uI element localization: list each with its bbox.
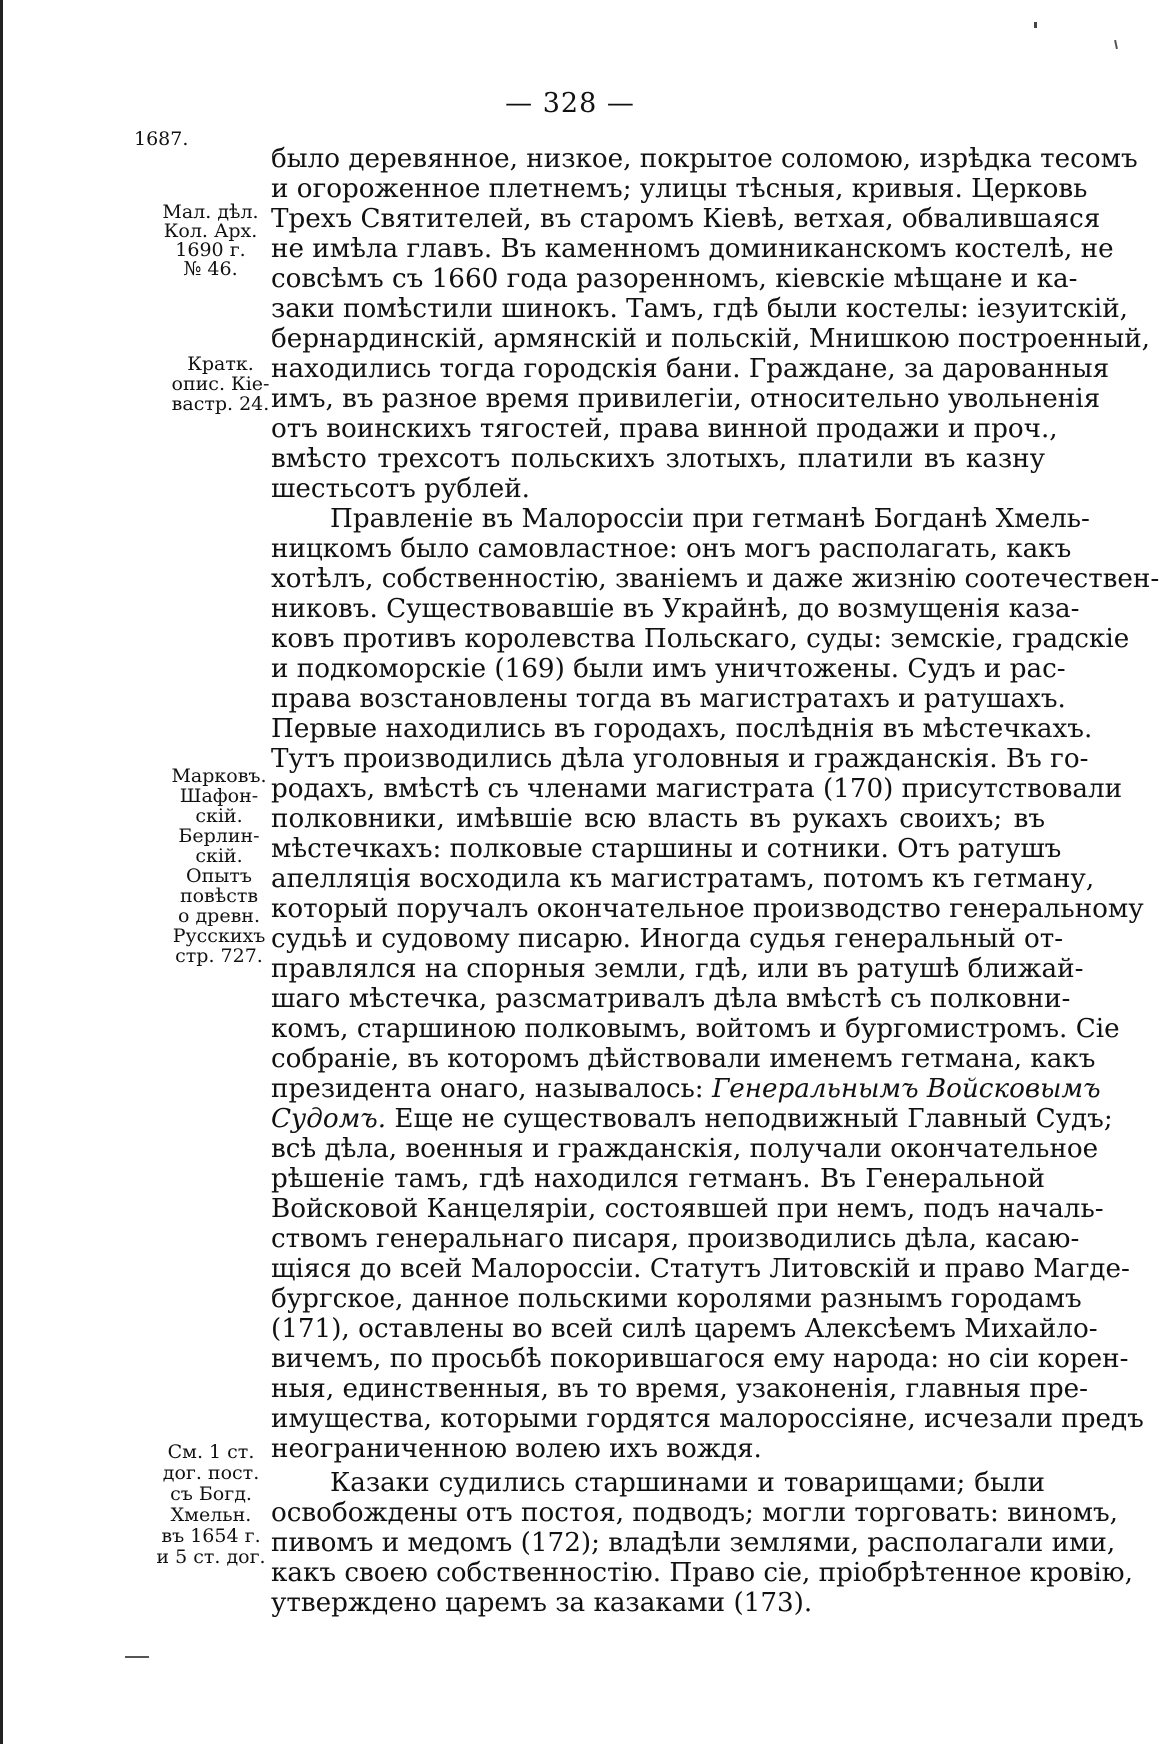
body-line: родахъ, вмѣстѣ съ членами магистрата (170) присутствовали bbox=[271, 774, 1123, 804]
body-line: хотѣлъ, собственностію, званіемъ и даже жизнію соотечествен- bbox=[271, 564, 1159, 594]
body-line: и подкоморскіе (169) были имъ уничтожены. Судъ и рас- bbox=[271, 654, 1066, 684]
scan-mark bbox=[1114, 40, 1118, 49]
margin-note-archive bbox=[148, 203, 273, 279]
margin-note-line: Мал. дѣл. bbox=[162, 201, 259, 223]
page-left-edge-rule bbox=[0, 0, 3, 1744]
body-line: утверждено царемъ за казаками (173). bbox=[271, 1588, 813, 1618]
body-line: Трехъ Святителей, въ старомъ Кіевѣ, ветхая, обвалившаяся bbox=[271, 204, 1101, 234]
body-line: было деревянное, низкое, покрытое соломою, изрѣдка тесомъ bbox=[271, 144, 1138, 174]
body-line: апелляція восходила къ магистратамъ, потомъ къ гетману, bbox=[271, 864, 1095, 894]
body-line: (171), оставлены во всей силѣ царемъ Алексѣемъ Михайло- bbox=[271, 1314, 1098, 1344]
body-line: ницкомъ было самовластное: онъ могъ располагать, какъ bbox=[271, 534, 1072, 564]
margin-note-kratk-opis bbox=[168, 354, 273, 414]
body-line: находились тогда городскія бани. Граждане, за дарованныя bbox=[271, 354, 1110, 384]
margin-note-sources bbox=[165, 766, 273, 966]
body-line: вичемъ, по просьбѣ покорившагося ему народа: но сіи корен- bbox=[271, 1344, 1129, 1374]
body-line: заки помѣстили шинокъ. Тамъ, гдѣ были костелы: іезуитскій, bbox=[271, 294, 1128, 324]
margin-note-treaty bbox=[150, 1442, 272, 1568]
body-line: совсѣмъ съ 1660 года разоренномъ, кіевскіе мѣщане и ка- bbox=[271, 264, 1078, 294]
body-line: никовъ. Существовавшіе въ Украйнѣ, до возмущенія каза- bbox=[271, 594, 1080, 624]
body-line: полковники, имѣвшіе всю власть въ рукахъ своихъ; въ bbox=[271, 804, 1045, 834]
body-line: Судомъ. Еще не существовалъ неподвижный Главный Судъ; bbox=[271, 1104, 1113, 1134]
body-line: мѣстечкахъ: полковые старшины и сотники. Отъ ратушъ bbox=[271, 834, 1062, 864]
margin-note-line: дог. пост. bbox=[162, 1462, 260, 1484]
body-line: рѣшеніе тамъ, гдѣ находился гетманъ. Въ Генеральной bbox=[271, 1164, 1045, 1194]
body-line: отъ воинскихъ тягостей, права винной продажи и проч., bbox=[271, 414, 1058, 444]
margin-note-line: 1690 г. bbox=[175, 239, 246, 261]
body-line: щіяся до всей Малороссіи. Статутъ Литовскій и право Магде- bbox=[271, 1254, 1130, 1284]
scan-speck bbox=[1034, 22, 1037, 28]
body-line: ныя, единственныя, въ то время, узаконенія, главныя пре- bbox=[271, 1374, 1088, 1404]
body-line: который поручалъ окончательное производство генеральному bbox=[271, 894, 1144, 924]
margin-note-line: скій. bbox=[195, 845, 243, 867]
body-line: правлялся на спорныя земли, гдѣ, или въ ратушѣ ближай- bbox=[271, 954, 1084, 984]
body-line: бернардинскій, армянскій и польскій, Мнишкою построенный, bbox=[271, 324, 1150, 354]
margin-note-line: повѣств bbox=[179, 885, 259, 907]
margin-note-line: Опытъ bbox=[186, 865, 252, 887]
body-line: какъ своею собственностію. Право сіе, пріобрѣтенное кровію, bbox=[271, 1558, 1133, 1588]
body-line: ковъ противъ королевства Польскаго, суды: земскіе, градскіе bbox=[271, 624, 1130, 654]
body-line: комъ, старшиною полковымъ, войтомъ и бургомистромъ. Сіе bbox=[271, 1014, 1120, 1044]
body-line: неограниченною волею ихъ вождя. bbox=[271, 1434, 762, 1464]
body-line: Войсковой Канцеляріи, состоявшей при немъ, подъ началь- bbox=[271, 1194, 1104, 1224]
body-line: всѣ дѣла, военныя и гражданскія, получали окончательное bbox=[271, 1134, 1099, 1164]
margin-note-line: Кол. Арх. bbox=[163, 220, 258, 242]
margin-note-line: опис. Кіе- bbox=[171, 373, 270, 395]
body-line: судьѣ и судовому писарю. Иногда судья генеральный от- bbox=[271, 924, 1064, 954]
body-line: Тутъ производились дѣла уголовныя и гражданскія. Въ го- bbox=[271, 744, 1089, 774]
margin-note-line: Кратк. bbox=[187, 353, 254, 375]
italic-title-text: Судомъ. bbox=[271, 1104, 387, 1134]
margin-note-line: См. 1 ст. bbox=[167, 1441, 255, 1463]
body-line: имущества, которыми гордятся малороссіяне, исчезали предъ bbox=[271, 1404, 1144, 1434]
margin-note-line: Русскихъ bbox=[172, 925, 266, 947]
body-line: освобождены отъ постоя, подводъ; могли торговать: виномъ, bbox=[271, 1498, 1118, 1528]
body-line: собраніе, въ которомъ дѣйствовали именемъ гетмана, какъ bbox=[271, 1044, 1096, 1074]
margin-note-line: о древн. bbox=[178, 905, 260, 927]
body-line: не имѣла главъ. Въ каменномъ доминиканскомъ костелѣ, не bbox=[271, 234, 1114, 264]
body-line: имъ, въ разное время привилегіи, относительно увольненія bbox=[271, 384, 1101, 414]
margin-note-line: и 5 ст. дог. bbox=[156, 1546, 266, 1568]
margin-note-line: Шафон- bbox=[179, 785, 259, 807]
margin-note-line: скій. bbox=[195, 805, 243, 827]
margin-note-line: вастр. 24. bbox=[171, 393, 270, 415]
body-line: шестьсотъ рублей. bbox=[271, 474, 531, 504]
scan-dash-mark bbox=[125, 1656, 149, 1658]
body-line-paragraph-start: Казаки судились старшинами и товарищами; были bbox=[330, 1468, 1045, 1498]
margin-note-line: въ 1654 г. bbox=[161, 1525, 261, 1547]
body-line: вмѣсто трехсотъ польскихъ злотыхъ, платили въ казну bbox=[271, 444, 1045, 474]
margin-note-year bbox=[134, 127, 224, 152]
body-line: ствомъ генеральнаго писаря, производились дѣла, касаю- bbox=[271, 1224, 1080, 1254]
body-line: права возстановлены тогда въ магистратахъ и ратушахъ. bbox=[271, 684, 1066, 714]
body-line: шаго мѣстечка, разсматривалъ дѣла вмѣстѣ съ полковни- bbox=[271, 984, 1071, 1014]
margin-note-line: Берлин- bbox=[178, 825, 260, 847]
body-line: пивомъ и медомъ (172); владѣли землями, располагали ими, bbox=[271, 1528, 1116, 1558]
body-line-paragraph-start: Правленіе въ Малороссіи при гетманѣ Богданѣ Хмель- bbox=[330, 504, 1090, 534]
margin-note-line: 1687. bbox=[134, 128, 189, 150]
body-line: и огороженное плетнемъ; улицы тѣсныя, кривыя. Церковь bbox=[271, 174, 1088, 204]
margin-note-line: Хмельн. bbox=[170, 1504, 252, 1526]
body-line: бургское, данное польскими королями разнымъ городамъ bbox=[271, 1284, 1082, 1314]
body-line-with-italic-title: президента онаго, называлось: Генеральнымъ Войсковымъ bbox=[271, 1074, 1101, 1104]
margin-note-line: № 46. bbox=[183, 258, 238, 280]
page-number: — 328 — bbox=[505, 88, 635, 119]
margin-note-line: Марковъ. bbox=[171, 765, 267, 787]
margin-note-line: стр. 727. bbox=[175, 945, 263, 967]
italic-title-text: Генеральнымъ Войсковымъ bbox=[711, 1074, 1101, 1104]
body-line: Первые находились въ городахъ, послѣднія въ мѣстечкахъ. bbox=[271, 714, 1093, 744]
margin-note-line: съ Богд. bbox=[170, 1483, 252, 1505]
